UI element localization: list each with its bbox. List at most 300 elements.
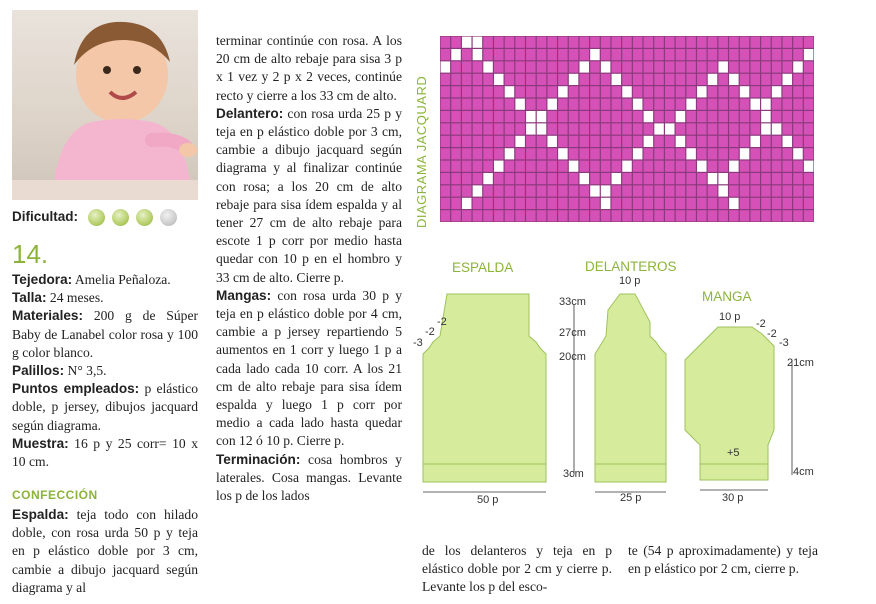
- grid-cell: [686, 123, 695, 134]
- grid-cell: [676, 185, 685, 196]
- grid-cell: [622, 111, 631, 122]
- grid-cell: [462, 61, 471, 72]
- grid-cell: [750, 49, 759, 60]
- grid-cell: [804, 173, 813, 184]
- espalda-paragraph: Espalda: teja todo con hilado doble, con rosa urda 50 p y teja en p elástico doble por 3 cm, cambie a dibujo jacquard según diagrama y al: [12, 507, 198, 595]
- grid-cell: [718, 61, 727, 72]
- grid-cell: [761, 210, 770, 221]
- grid-cell: [708, 148, 717, 159]
- grid-cell: [590, 37, 599, 48]
- grid-cell: [718, 49, 727, 60]
- grid-cell: [772, 123, 781, 134]
- grid-cell: [665, 99, 674, 110]
- grid-cell: [601, 136, 610, 147]
- grid-cell: [740, 148, 749, 159]
- grid-cell: [451, 37, 460, 48]
- grid-cell: [783, 148, 792, 159]
- grid-cell: [537, 99, 546, 110]
- grid-cell: [644, 61, 653, 72]
- grid-cell: [633, 111, 642, 122]
- grid-cell: [558, 198, 567, 209]
- grid-cell: [729, 198, 738, 209]
- grid-cell: [494, 111, 503, 122]
- grid-cell: [750, 148, 759, 159]
- grid-cell: [462, 37, 471, 48]
- grid-cell: [676, 61, 685, 72]
- grid-cell: [686, 198, 695, 209]
- grid-cell: [569, 111, 578, 122]
- grid-cell: [601, 86, 610, 97]
- grid-cell: [462, 161, 471, 172]
- grid-cell: [505, 185, 514, 196]
- grid-cell: [654, 123, 663, 134]
- grid-cell: [547, 74, 556, 85]
- grid-cell: [697, 49, 706, 60]
- grid-cell: [804, 210, 813, 221]
- grid-cell: [505, 37, 514, 48]
- grid-cell: [761, 161, 770, 172]
- grid-cell: [686, 173, 695, 184]
- grid-cell: [708, 161, 717, 172]
- grid-cell: [451, 148, 460, 159]
- grid-cell: [622, 49, 631, 60]
- grid-cell: [473, 136, 482, 147]
- grid-cell: [708, 37, 717, 48]
- grid-cell: [708, 136, 717, 147]
- grid-cell: [473, 86, 482, 97]
- grid-cell: [547, 173, 556, 184]
- grid-cell: [676, 123, 685, 134]
- grid-cell: [665, 123, 674, 134]
- grid-cell: [580, 37, 589, 48]
- grid-cell: [676, 74, 685, 85]
- grid-cell: [729, 185, 738, 196]
- grid-cell: [537, 136, 546, 147]
- grid-cell: [537, 210, 546, 221]
- grid-cell: [740, 37, 749, 48]
- grid-cell: [441, 74, 450, 85]
- grid-cell: [601, 148, 610, 159]
- grid-cell: [547, 86, 556, 97]
- grid-cell: [783, 161, 792, 172]
- difficulty-ball-icon: [136, 209, 153, 226]
- grid-cell: [772, 49, 781, 60]
- grid-cell: [462, 198, 471, 209]
- grid-cell: [804, 86, 813, 97]
- grid-cell: [750, 111, 759, 122]
- grid-cell: [633, 210, 642, 221]
- grid-cell: [462, 111, 471, 122]
- grid-cell: [697, 123, 706, 134]
- grid-cell: [772, 148, 781, 159]
- garment-schematics: [410, 270, 830, 510]
- grid-cell: [686, 136, 695, 147]
- grid-cell: [590, 173, 599, 184]
- grid-cell: [537, 173, 546, 184]
- grid-cell: [580, 161, 589, 172]
- grid-cell: [740, 99, 749, 110]
- grid-cell: [483, 37, 492, 48]
- grid-cell: [451, 161, 460, 172]
- grid-cell: [783, 185, 792, 196]
- grid-cell: [590, 74, 599, 85]
- grid-cell: [569, 86, 578, 97]
- grid-cell: [547, 49, 556, 60]
- grid-cell: [772, 111, 781, 122]
- grid-cell: [451, 210, 460, 221]
- grid-cell: [644, 74, 653, 85]
- grid-cell: [526, 86, 535, 97]
- manga-decrease-2a: -2: [756, 318, 766, 330]
- grid-cell: [558, 111, 567, 122]
- grid-cell: [558, 86, 567, 97]
- grid-cell: [569, 49, 578, 60]
- grid-cell: [793, 111, 802, 122]
- grid-cell: [708, 61, 717, 72]
- grid-cell: [601, 37, 610, 48]
- grid-cell: [665, 61, 674, 72]
- grid-cell: [708, 185, 717, 196]
- grid-cell: [569, 161, 578, 172]
- grid-cell: [718, 37, 727, 48]
- grid-cell: [612, 99, 621, 110]
- grid-cell: [526, 61, 535, 72]
- grid-cell: [676, 148, 685, 159]
- grid-cell: [654, 136, 663, 147]
- grid-cell: [558, 210, 567, 221]
- grid-cell: [569, 61, 578, 72]
- grid-cell: [772, 161, 781, 172]
- grid-cell: [697, 210, 706, 221]
- grid-cell: [612, 74, 621, 85]
- grid-cell: [793, 49, 802, 60]
- grid-cell: [654, 185, 663, 196]
- grid-cell: [772, 173, 781, 184]
- grid-cell: [750, 210, 759, 221]
- grid-cell: [494, 161, 503, 172]
- grid-cell: [612, 148, 621, 159]
- grid-cell: [515, 198, 524, 209]
- grid-cell: [740, 123, 749, 134]
- grid-cell: [644, 161, 653, 172]
- grid-cell: [590, 210, 599, 221]
- grid-cell: [686, 99, 695, 110]
- grid-cell: [761, 74, 770, 85]
- grid-cell: [505, 148, 514, 159]
- grid-cell: [451, 86, 460, 97]
- grid-cell: [783, 111, 792, 122]
- grid-cell: [718, 74, 727, 85]
- grid-cell: [718, 161, 727, 172]
- grid-cell: [580, 148, 589, 159]
- grid-cell: [483, 173, 492, 184]
- grid-cell: [772, 185, 781, 196]
- grid-cell: [612, 37, 621, 48]
- grid-cell: [580, 173, 589, 184]
- espalda-decrease-2a: -2: [425, 326, 435, 338]
- grid-cell: [740, 198, 749, 209]
- delanteros-width-label: 25 p: [620, 492, 642, 504]
- grid-cell: [729, 74, 738, 85]
- grid-cell: [601, 173, 610, 184]
- height-21: 21cm: [787, 357, 814, 369]
- grid-cell: [708, 111, 717, 122]
- grid-cell: [697, 161, 706, 172]
- grid-cell: [462, 49, 471, 60]
- project-number: 14.: [12, 239, 49, 269]
- grid-cell: [483, 198, 492, 209]
- grid-cell: [750, 61, 759, 72]
- grid-cell: [633, 86, 642, 97]
- grid-cell: [580, 198, 589, 209]
- grid-cell: [547, 148, 556, 159]
- grid-cell: [451, 74, 460, 85]
- grid-cell: [547, 210, 556, 221]
- grid-cell: [718, 210, 727, 221]
- grid-cell: [686, 161, 695, 172]
- grid-cell: [804, 198, 813, 209]
- grid-cell: [729, 136, 738, 147]
- grid-cell: [441, 198, 450, 209]
- grid-cell: [451, 61, 460, 72]
- grid-cell: [558, 185, 567, 196]
- grid-cell: [708, 49, 717, 60]
- grid-cell: [633, 99, 642, 110]
- grid-cell: [772, 210, 781, 221]
- grid-cell: [558, 37, 567, 48]
- grid-cell: [515, 173, 524, 184]
- grid-cell: [441, 111, 450, 122]
- grid-cell: [804, 136, 813, 147]
- grid-cell: [462, 123, 471, 134]
- grid-cell: [783, 86, 792, 97]
- grid-cell: [612, 49, 621, 60]
- grid-cell: [494, 86, 503, 97]
- grid-cell: [633, 148, 642, 159]
- intro-paragraph: terminar continúe con rosa. A los 20 cm de alto rebaje para sisa 3 p x 1 vez y 2 p x 2 veces, continúe recto y cierre a los 33 cm de alto.: [216, 33, 402, 103]
- grid-cell: [537, 161, 546, 172]
- grid-cell: [729, 86, 738, 97]
- grid-cell: [441, 123, 450, 134]
- grid-cell: [569, 37, 578, 48]
- espalda-width-label: 50 p: [477, 494, 499, 506]
- grid-cell: [601, 161, 610, 172]
- grid-cell: [697, 173, 706, 184]
- grid-cell: [654, 173, 663, 184]
- grid-cell: [505, 111, 514, 122]
- grid-cell: [590, 99, 599, 110]
- grid-cell: [729, 123, 738, 134]
- grid-cell: [515, 148, 524, 159]
- grid-cell: [505, 74, 514, 85]
- grid-cell: [580, 136, 589, 147]
- grid-cell: [783, 123, 792, 134]
- grid-cell: [676, 111, 685, 122]
- grid-cell: [804, 99, 813, 110]
- height-4: 4cm: [793, 466, 814, 478]
- grid-cell: [804, 49, 813, 60]
- mangas-paragraph: Mangas: con rosa urda 30 p y teja en p elástico doble por 4 cm, cambie a p jersey repartiendo 5 aumentos en 1 corr y luego 1 p a cada lado cada 10 corr. A los 21 cm de alto rebaje para sisa ídem espalda y luego 1 p corr por medio a cada lado hasta quedar con 12 ó 10 p. Cierre p.: [216, 287, 402, 449]
- difficulty-ball-icon: [112, 209, 129, 226]
- grid-cell: [750, 198, 759, 209]
- grid-cell: [547, 198, 556, 209]
- grid-cell: [676, 86, 685, 97]
- grid-cell: [676, 161, 685, 172]
- grid-cell: [804, 185, 813, 196]
- grid-cell: [558, 161, 567, 172]
- grid-cell: [494, 173, 503, 184]
- grid-cell: [483, 185, 492, 196]
- grid-cell: [761, 136, 770, 147]
- grid-cell: [473, 49, 482, 60]
- grid-cell: [686, 61, 695, 72]
- grid-cell: [473, 148, 482, 159]
- grid-cell: [526, 49, 535, 60]
- grid-cell: [622, 37, 631, 48]
- grid-cell: [537, 198, 546, 209]
- grid-cell: [729, 61, 738, 72]
- grid-cell: [686, 111, 695, 122]
- grid-cell: [494, 210, 503, 221]
- grid-cell: [708, 74, 717, 85]
- grid-cell: [441, 148, 450, 159]
- grid-cell: [783, 49, 792, 60]
- grid-cell: [654, 99, 663, 110]
- grid-cell: [793, 86, 802, 97]
- grid-cell: [483, 86, 492, 97]
- grid-cell: [708, 86, 717, 97]
- grid-cell: [644, 185, 653, 196]
- grid-cell: [793, 148, 802, 159]
- grid-cell: [804, 161, 813, 172]
- delantero-shape: [595, 294, 666, 482]
- grid-cell: [441, 136, 450, 147]
- grid-cell: [633, 74, 642, 85]
- grid-cell: [462, 148, 471, 159]
- grid-cell: [451, 99, 460, 110]
- grid-cell: [665, 136, 674, 147]
- grid-cell: [441, 86, 450, 97]
- grid-cell: [515, 123, 524, 134]
- grid-cell: [633, 173, 642, 184]
- grid-cell: [654, 74, 663, 85]
- grid-cell: [590, 161, 599, 172]
- grid-cell: [494, 198, 503, 209]
- grid-cell: [601, 99, 610, 110]
- grid-cell: [622, 123, 631, 134]
- grid-cell: [750, 185, 759, 196]
- grid-cell: [494, 99, 503, 110]
- grid-cell: [515, 86, 524, 97]
- grid-cell: [622, 173, 631, 184]
- grid-cell: [612, 123, 621, 134]
- grid-cell: [441, 49, 450, 60]
- grid-cell: [547, 99, 556, 110]
- grid-cell: [729, 99, 738, 110]
- grid-cell: [654, 86, 663, 97]
- grid-cell: [708, 173, 717, 184]
- grid-cell: [483, 49, 492, 60]
- grid-cell: [473, 173, 482, 184]
- grid-cell: [686, 185, 695, 196]
- grid-cell: [494, 37, 503, 48]
- grid-cell: [676, 173, 685, 184]
- grid-cell: [526, 148, 535, 159]
- grid-cell: [580, 49, 589, 60]
- grid-cell: [537, 49, 546, 60]
- grid-cell: [740, 210, 749, 221]
- grid-cell: [697, 61, 706, 72]
- grid-cell: [622, 99, 631, 110]
- grid-cell: [633, 185, 642, 196]
- grid-cell: [783, 61, 792, 72]
- grid-cell: [793, 161, 802, 172]
- grid-cell: [729, 210, 738, 221]
- grid-cell: [633, 136, 642, 147]
- grid-cell: [612, 198, 621, 209]
- grid-cell: [676, 198, 685, 209]
- grid-cell: [622, 148, 631, 159]
- grid-cell: [505, 210, 514, 221]
- grid-cell: [633, 49, 642, 60]
- grid-cell: [644, 198, 653, 209]
- grid-cell: [750, 99, 759, 110]
- grid-cell: [462, 185, 471, 196]
- grid-cell: [537, 185, 546, 196]
- grid-cell: [793, 123, 802, 134]
- grid-cell: [505, 61, 514, 72]
- grid-cell: [793, 61, 802, 72]
- grid-cell: [612, 61, 621, 72]
- grid-cell: [515, 61, 524, 72]
- grid-cell: [772, 136, 781, 147]
- grid-cell: [462, 99, 471, 110]
- grid-cell: [483, 148, 492, 159]
- grid-cell: [718, 173, 727, 184]
- continuation-paragraph-2: te (54 p aproximadamente) y teja en p elástico por 2 cm, cierre p.: [628, 543, 818, 577]
- grid-cell: [473, 37, 482, 48]
- grid-cell: [601, 185, 610, 196]
- grid-cell: [558, 136, 567, 147]
- difficulty-ball-empty-icon: [160, 209, 177, 226]
- continuation-paragraph-1: de los delanteros y teja en p elástico doble por 2 cm y cierre p. Levante los p del esco-: [422, 543, 612, 595]
- grid-cell: [783, 74, 792, 85]
- grid-cell: [569, 99, 578, 110]
- grid-cell: [633, 37, 642, 48]
- grid-cell: [494, 185, 503, 196]
- grid-cell: [740, 111, 749, 122]
- grid-cell: [601, 61, 610, 72]
- grid-cell: [462, 173, 471, 184]
- grid-cell: [708, 210, 717, 221]
- grid-cell: [697, 86, 706, 97]
- grid-cell: [580, 185, 589, 196]
- grid-cell: [441, 37, 450, 48]
- grid-cell: [622, 161, 631, 172]
- grid-cell: [601, 210, 610, 221]
- grid-cell: [569, 185, 578, 196]
- grid-cell: [505, 99, 514, 110]
- grid-cell: [451, 198, 460, 209]
- grid-cell: [441, 99, 450, 110]
- grid-cell: [697, 185, 706, 196]
- grid-cell: [483, 74, 492, 85]
- grid-cell: [718, 86, 727, 97]
- spec-item: Muestra: 16 p y 25 corr= 10 x 10 cm.: [12, 435, 198, 470]
- grid-cell: [793, 74, 802, 85]
- grid-cell: [793, 99, 802, 110]
- grid-cell: [793, 136, 802, 147]
